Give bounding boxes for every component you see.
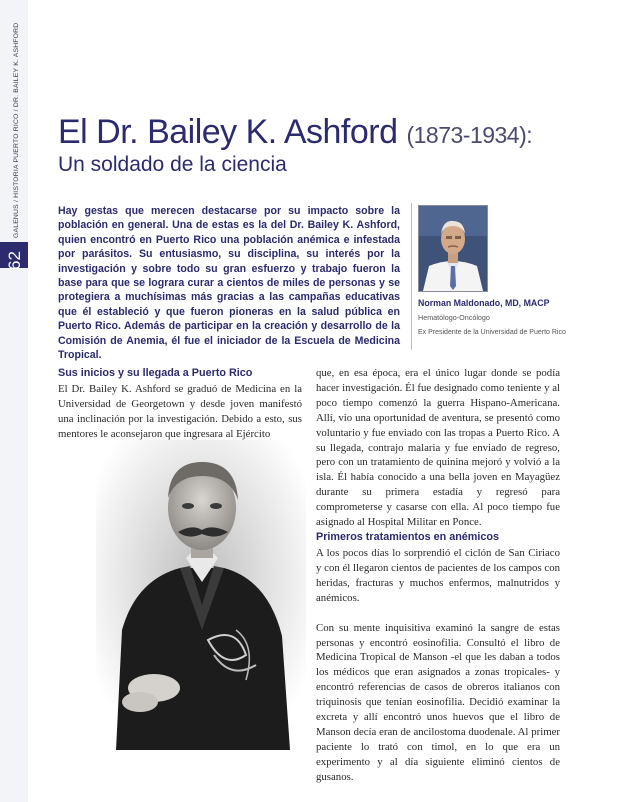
author-role: Hematólogo-Oncólogo xyxy=(418,313,490,322)
body-paragraph: Con su mente inquisitiva examinó la sangre de estas personas y encontró eosinofilia. Consultó el libro de Medicina Tropical de Manson -el que les daban a todos los médicos que eran asignados a zonas tropicales- y encontró referencias de casos de obreros italianos con triquinosis que tenían eosinofilia. Decidió examinar la excreta y allí encontró unos huevos que el libro de Manson decía eran de ancilostoma duodenale. Al primer paciente lo trató con timol, en lo que era un experimento y al día siguiente eliminó cientos de gusanos. xyxy=(316,621,560,783)
author-previous-position: Ex Presidente de la Universidad de Puerto Rico xyxy=(418,329,566,336)
lead-paragraph: Hay gestas que merecen destacarse por su impacto sobre la población en general. Una de estas es la del Dr. Bailey K. Ashford, quien encontró en Puerto Rico una población anémica e infestada por parásitos. Su entusiasmo, su disciplina, su interés por la investigación y sobre todo su gran esfuerzo y trabajo fueron la base para que se lograra curar a cientos de miles de personas y se protegiera a muchísimas más gracias a las campañas educativas que él estableció y que fueron pioneras en la salud pública en Puerto Rico. Además de participar en la creación y desarrollo de la Comisión de Anemia, él fue el iniciador de la Escuela de Medicina Tropical. xyxy=(58,205,400,362)
article-title-name: El Dr. Bailey K. Ashford xyxy=(58,113,398,151)
article-subtitle: Un soldado de la ciencia xyxy=(58,153,287,176)
page-number: 62 xyxy=(5,251,24,270)
column-2-text xyxy=(316,366,560,530)
author-name: Norman Maldonado, MD, MACP xyxy=(418,298,550,308)
body-paragraph: A los pocos días lo sorprendió el ciclón de San Ciriaco y con él llegaron cientos de pacientes de los campos con heridas, fracturas y muchos enfermos, malnutridos y anémicos. xyxy=(316,547,560,604)
author-photo xyxy=(418,205,488,292)
body-paragraph-continuation: que, en esa época, era el único lugar donde se podía hacer investigación. Él fue designado como teniente y al poco tiempo comenzó la guerra Hispano-Americana. Allí, vio una oportunidad de aventura, se presentó como voluntario y fue enviado con las tropas a Puerto Rico. A su llegada, contrajo malaria y fue enviado de regreso, pero con un tratamiento de quinina mejoró y volvió a la isla. Él había conocido a una bella joven en Mayagüez durante su primera estadía y regresó para comprometerse y casarse con ella. Al poco tiempo fue asignado al Hospital Militar en Ponce. xyxy=(316,367,560,529)
section-heading-treatments: Primeros tratamientos en anémicos xyxy=(316,531,500,543)
section-heading-beginnings: Sus inicios y su llegada a Puerto Rico xyxy=(58,367,253,379)
running-head-section-path: GALENUS / HISTORIA PUERTO RICO / DR. BAILEY K. ASHFORD xyxy=(13,22,20,238)
body-paragraph: El Dr. Bailey K. Ashford se graduó de Medicina en la Universidad de Georgetown y desde joven manifestó una inclinación por la investigación. Debido a esto, sus mentores le aconsejaron que ingresara al Ejército xyxy=(58,383,302,440)
article-title xyxy=(58,112,598,155)
column-1-text xyxy=(58,382,302,442)
column-2-lower-text xyxy=(316,546,560,785)
author-divider xyxy=(411,203,412,350)
ashford-portrait-photo xyxy=(96,440,306,750)
article-title-years: (1873-1934): xyxy=(406,122,533,148)
